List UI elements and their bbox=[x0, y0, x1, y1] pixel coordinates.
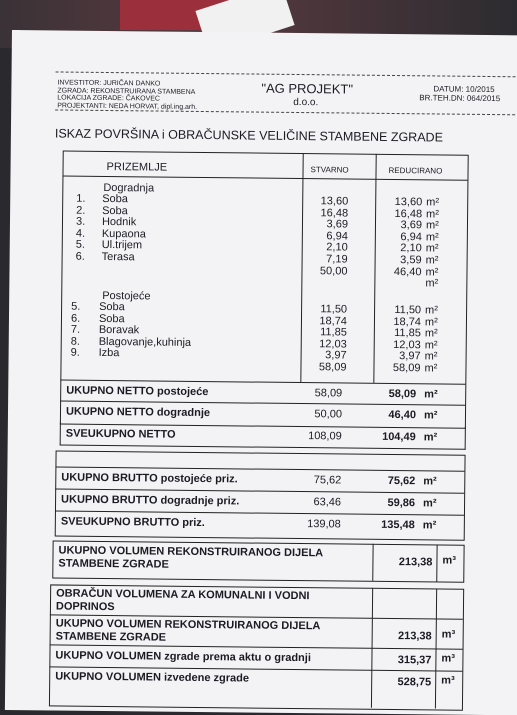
row-num: 7. bbox=[70, 323, 81, 336]
row-unit: m² bbox=[426, 207, 439, 221]
netto-label: SVEUKUPNO NETTO bbox=[65, 427, 176, 441]
col-floor: PRIZEMLJE bbox=[106, 160, 168, 174]
group2-rows bbox=[70, 302, 461, 376]
row-unit: m² bbox=[424, 362, 438, 375]
row-name: Soba bbox=[99, 300, 125, 314]
row-unit: m² bbox=[424, 315, 438, 329]
calc-row-label: UKUPNO VOLUMEN izvedene zgrade bbox=[55, 670, 250, 685]
brutto-actual: 75,62 bbox=[313, 474, 342, 487]
row-reduced: 58,09 bbox=[392, 361, 421, 375]
row-num: 9. bbox=[70, 347, 80, 360]
row-unit: m² bbox=[425, 304, 438, 317]
brutto-reduced: 75,62 bbox=[387, 474, 416, 488]
row-actual: 7,19 bbox=[326, 253, 348, 266]
header-line: INVESTITOR: JURIČAN DANKO bbox=[57, 79, 161, 88]
row-unit: m² bbox=[425, 254, 439, 267]
brutto-label: UKUPNO BRUTTO postojeće priz. bbox=[61, 471, 238, 486]
row-actual: 50,00 bbox=[319, 264, 348, 278]
row-num: 6. bbox=[75, 250, 85, 263]
row-name: Hodnik bbox=[101, 216, 137, 229]
row-name: Soba bbox=[102, 192, 129, 206]
brutto-unit: m² bbox=[423, 497, 437, 510]
company-name: "AG PROJEKT" bbox=[261, 80, 354, 97]
row-reduced: 13,60 bbox=[394, 196, 423, 209]
row-unit: m² bbox=[424, 350, 438, 363]
row-actual: 2,10 bbox=[326, 241, 348, 254]
row-num: 8. bbox=[70, 335, 80, 348]
volume-unit: m³ bbox=[442, 554, 456, 567]
col-reduced: REDUCIRANO bbox=[388, 165, 443, 176]
row-name: Izba bbox=[98, 347, 120, 360]
volume-line: STAMBENE ZGRADE bbox=[58, 557, 169, 571]
row-num: 5. bbox=[71, 300, 81, 313]
netto-unit: m² bbox=[423, 409, 438, 422]
header-line: ZGRADA: REKONSTRUIRANA STAMBENA bbox=[57, 86, 196, 96]
calc-row-unit: m³ bbox=[441, 652, 455, 665]
netto-label: UKUPNO NETTO postojeće bbox=[66, 384, 209, 399]
row-reduced: 3,59 bbox=[400, 254, 422, 267]
row-actual: 16,48 bbox=[320, 206, 349, 220]
brutto-reduced: 135,48 bbox=[381, 518, 415, 532]
header-line: PROJEKTANTI: NEDA HORVAT, dipl.ing.arh. bbox=[57, 101, 198, 111]
row-reduced: 18,74 bbox=[393, 315, 422, 328]
netto-reduced: 58,09 bbox=[388, 387, 417, 401]
row-actual: 12,03 bbox=[319, 338, 347, 351]
netto-actual: 108,09 bbox=[308, 430, 342, 443]
volume-label bbox=[58, 545, 323, 574]
row-name: Soba bbox=[98, 312, 125, 325]
row-actual: 58,09 bbox=[318, 361, 347, 374]
netto-actual: 50,00 bbox=[314, 408, 343, 421]
row-actual: 3,97 bbox=[325, 349, 347, 362]
volume-line: UKUPNO VOLUMEN REKONSTRUIRANOG DIJELA bbox=[58, 544, 324, 560]
row-num: 6. bbox=[70, 312, 81, 325]
row-num: 3. bbox=[75, 215, 86, 228]
row-reduced: 46,40 bbox=[393, 265, 422, 278]
row-unit: m² bbox=[425, 231, 439, 244]
row-reduced: 2,10 bbox=[400, 242, 422, 255]
row-name: Terasa bbox=[101, 250, 135, 264]
row-name: Ul.trijem bbox=[101, 239, 143, 252]
netto-unit: m² bbox=[424, 388, 438, 401]
row-reduced: 3,97 bbox=[399, 350, 421, 363]
row-unit: m² bbox=[425, 242, 439, 255]
calc-row-label: UKUPNO VOLUMEN zgrade prema aktu o gradnji bbox=[55, 649, 311, 665]
row-unit: m² bbox=[426, 196, 440, 209]
calc-title-line: DOPRINOS bbox=[55, 600, 115, 614]
row-name: Blagovanje,kuhinja bbox=[98, 335, 192, 349]
volume-value: 213,38 bbox=[398, 556, 433, 569]
header-left bbox=[57, 79, 197, 110]
header-line: LOKACIJA ZGRADE: ČAKOVEC bbox=[57, 94, 161, 103]
row-unit: m² bbox=[424, 339, 438, 352]
brutto-unit: m² bbox=[423, 475, 437, 488]
calc-row-unit: m³ bbox=[441, 628, 456, 641]
calc-row-unit: m³ bbox=[441, 674, 455, 687]
row-num: 2. bbox=[76, 204, 86, 217]
brutto-label: UKUPNO BRUTTO dogradnje priz. bbox=[61, 493, 240, 508]
row-num: 4. bbox=[75, 227, 86, 240]
row-actual: 6,94 bbox=[326, 230, 348, 243]
page-title: ISKAZ POVRŠINA i OBRAČUNSKE VELIČINE STAMBENE ZGRADE bbox=[54, 126, 444, 145]
row-actual: 11,85 bbox=[320, 326, 347, 339]
netto-reduced: 104,49 bbox=[382, 430, 416, 444]
calc-row-label bbox=[56, 617, 321, 646]
row-reduced: 12,03 bbox=[393, 338, 421, 352]
netto-actual: 58,09 bbox=[314, 387, 343, 400]
group1-rows bbox=[75, 194, 466, 291]
document-page bbox=[5, 30, 517, 715]
calc-title-line: OBRAČUN VOLUMENA ZA KOMUNALNI I VODNI bbox=[56, 587, 310, 603]
row-reduced: 6,94 bbox=[400, 230, 422, 244]
row-unit: m² bbox=[424, 327, 438, 340]
calc-row-line: UKUPNO VOLUMEN REKONSTRUIRANOG DIJELA bbox=[55, 617, 321, 633]
brutto-unit: m² bbox=[422, 519, 437, 532]
group-label: Postojeće bbox=[102, 289, 151, 303]
company-sub: d.o.o. bbox=[293, 96, 319, 109]
br-teh: BR.TEH.DN: 064/2015 bbox=[419, 93, 501, 104]
row-num: 1. bbox=[76, 192, 86, 205]
row-reduced: 11,85 bbox=[394, 327, 421, 340]
row-actual: 18,74 bbox=[319, 314, 348, 328]
group-label: Dogradnja bbox=[103, 181, 155, 195]
calc-row-value: 528,75 bbox=[397, 676, 432, 689]
calc-title bbox=[56, 587, 310, 616]
row-reduced: 16,48 bbox=[394, 207, 423, 220]
calc-row-value: 315,37 bbox=[397, 654, 432, 667]
brutto-actual: 139,08 bbox=[307, 518, 341, 531]
netto-label: UKUPNO NETTO dogradnje bbox=[65, 405, 211, 420]
row-name: Soba bbox=[102, 204, 128, 217]
netto-unit: m² bbox=[423, 431, 438, 444]
brutto-reduced: 59,86 bbox=[387, 496, 416, 510]
row-name: Boravak bbox=[98, 324, 140, 337]
divider bbox=[56, 71, 516, 77]
row-unit: m² bbox=[425, 265, 439, 279]
datum: DATUM: 10/2015 bbox=[433, 84, 495, 95]
row-reduced: 3,69 bbox=[400, 219, 423, 232]
brutto-actual: 63,46 bbox=[313, 496, 342, 509]
row-actual: 13,60 bbox=[320, 195, 349, 208]
calc-row-value: 213,38 bbox=[397, 630, 432, 643]
calc-row-line: STAMBENE ZGRADE bbox=[55, 630, 167, 644]
row-actual: 3,69 bbox=[326, 218, 349, 231]
row-num: 5. bbox=[75, 239, 86, 252]
netto-reduced: 46,40 bbox=[388, 408, 417, 422]
brutto-label: SVEUKUPNO BRUTTO priz. bbox=[60, 515, 205, 530]
row-reduced: 11,50 bbox=[394, 304, 422, 317]
row-unit: m² bbox=[425, 219, 439, 232]
row-unit: m² bbox=[425, 277, 439, 290]
col-actual: STVARNO bbox=[310, 165, 349, 175]
row-actual: 11,50 bbox=[320, 303, 348, 316]
divider bbox=[55, 109, 515, 115]
row-name: Kupaona bbox=[101, 227, 146, 241]
